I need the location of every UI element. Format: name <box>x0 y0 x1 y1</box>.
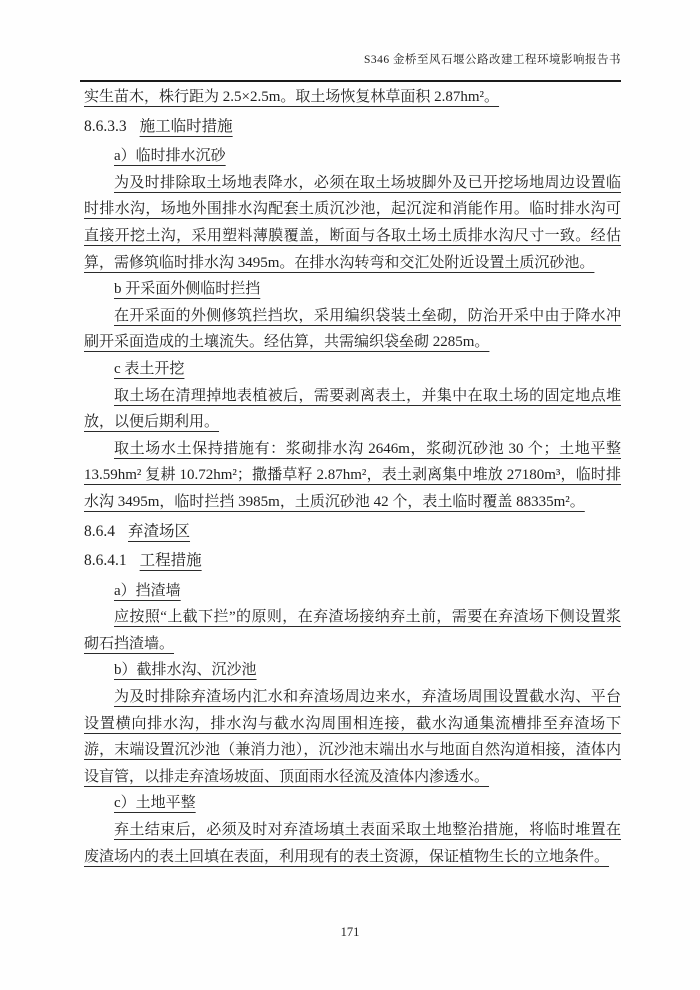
paragraph-topsoil-excavation: 取土场在清理掉地表植被后，需要剥离表土，并集中在取土场的固定地点堆放，以便后期利用。 <box>84 387 621 431</box>
paragraph-land-leveling: 弃土结束后，必须及时对弃渣场填土表面采取土地整治措施，将临时堆置在废渣场内的表土回填在表面，利用现有的表土资源，保证植物生长的立地条件。 <box>84 822 621 865</box>
section-title: 工程措施 <box>139 552 202 570</box>
section-number: 8.6.4.1 <box>84 552 127 570</box>
subheading-temporary-barrier: b 开采面外侧临时拦挡 <box>114 281 261 298</box>
subheading-temporary-drainage: a）临时排水沉砂 <box>114 148 226 165</box>
section-title: 施工临时措施 <box>139 117 233 135</box>
subheading-retaining-wall: a）挡渣墙 <box>114 582 181 599</box>
section-heading-8.6.4.1 <box>84 548 621 575</box>
running-header-title: S346 金桥至风石堰公路改建工程环境影响报告书 <box>363 54 621 66</box>
section-heading-8.6.3.3 <box>84 114 621 141</box>
subheading-interception-ditch-sediment-pond: b）截排水沟、沉沙池 <box>114 662 257 679</box>
subheading-land-leveling: c）土地平整 <box>114 795 196 812</box>
paragraph-temporary-drainage: 为及时排除取土场地表降水，必须在取土场坡脚外及已开挖场地周边设置临时排水沟，场地外围排水沟配套土质沉沙池，起沉淀和消能作用。临时排水沟可直接开挖土沟，采用塑料薄膜覆盖，断面与各取土场土质排水沟尺寸一致。经估算，需修筑临时排水沟 3495m。在排水沟转弯和交汇处附近设置土质沉砂池。 <box>84 174 621 271</box>
paragraph-soil-conservation-measures: 取土场水土保持措施有：浆砌排水沟 2646m，浆砌沉砂池 30 个；土地平整 13.59hm² 复耕 10.72hm²；撒播草籽 2.87hm²，表土剥离集中堆放 27180m³，临时排水沟 3495m，临时拦挡 3985m，土质沉砂池 42 个，表土临时覆盖 88335m²。 <box>84 440 621 510</box>
section-heading-8.6.4 <box>84 519 621 546</box>
section-number: 8.6.4 <box>84 522 115 540</box>
page-content <box>84 84 621 870</box>
paragraph-retaining-wall: 应按照“上截下拦”的原则，在弃渣场接纳弃土前，需要在弃渣场下侧设置浆砌石挡渣墙。 <box>84 609 621 652</box>
header-rule <box>80 80 621 82</box>
section-number: 8.6.3.3 <box>84 117 127 135</box>
paragraph-interception-ditch-sediment-pond: 为及时排除弃渣场内汇水和弃渣场周边来水，弃渣场周围设置截水沟、平台设置横向排水沟，排水沟与截水沟周围相连接，截水沟通集流槽排至弃渣场下游，末端设置沉沙池（兼消力池），沉沙池末端出水与地面自然沟道相接，渣体内设盲管，以排走弃渣场坡面、顶面雨水径流及渣体内渗透水。 <box>84 689 621 785</box>
subheading-topsoil-excavation: c 表土开挖 <box>114 360 185 377</box>
page-number: 171 <box>340 925 360 939</box>
paragraph-temporary-barrier: 在开采面的外侧修筑拦挡坎，采用编织袋装土垒砌，防治开采中由于降水冲刷开采面造成的土壤流失。经估算，共需编织袋垒砌 2285m。 <box>84 307 621 351</box>
section-title: 弃渣场区 <box>128 522 191 540</box>
paragraph-continued-from-previous-page: 实生苗木，株行距为 2.5×2.5m。取土场恢复林草面积 2.87hm²。 <box>84 89 500 105</box>
